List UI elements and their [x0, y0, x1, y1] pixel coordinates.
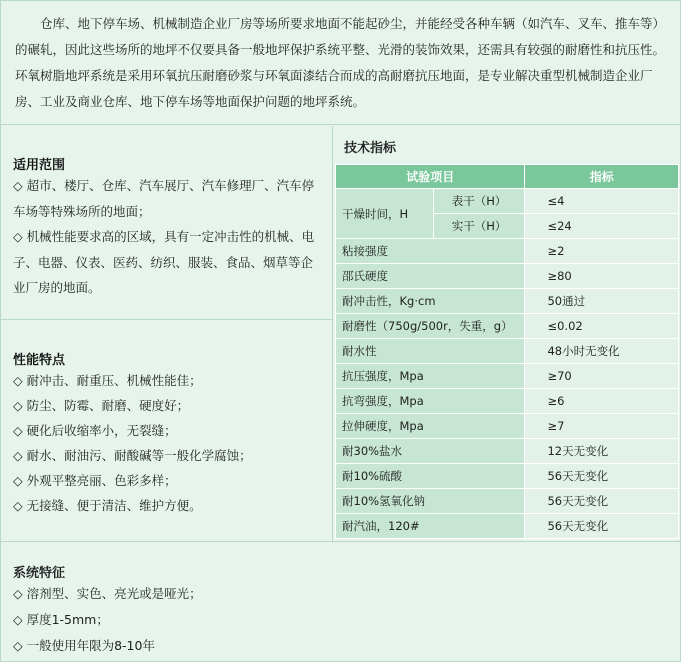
table-row — [336, 389, 679, 414]
system-item: ◇ 厚度1-5mm； — [13, 612, 109, 627]
table-row — [336, 289, 679, 314]
scope-item: ◇ 超市、楼厅、仓库、汽车展厅、汽车修理厂、汽车停车场等特殊场所的地面； — [13, 178, 315, 219]
table-row — [336, 414, 679, 439]
spec-value: ≥6 — [525, 389, 679, 414]
table-row — [336, 339, 679, 364]
spec-item: 耐冲击性，Kg·cm — [336, 289, 525, 314]
table-row — [336, 364, 679, 389]
spec-value: ≥7 — [525, 414, 679, 439]
system-item: ◇ 溶剂型、实色、亮光或是哑光； — [13, 586, 202, 601]
header-item: 试验项目 — [336, 165, 525, 189]
intro-section — [1, 1, 680, 125]
hard-dry-label: 实干（H） — [433, 214, 525, 239]
spec-value: 48小时无变化 — [525, 339, 679, 364]
spec-value: ≥2 — [525, 239, 679, 264]
system-title: 系统特征 — [13, 566, 66, 581]
feature-item: ◇ 防尘、防霉、耐磨、硬度好； — [13, 398, 190, 413]
drying-label: 干燥时间，H — [336, 189, 434, 239]
spec-item: 耐汽油，120# — [336, 514, 525, 539]
features-title: 性能特点 — [13, 353, 66, 368]
table-row — [336, 314, 679, 339]
feature-item: ◇ 耐冲击、耐重压、机械性能佳； — [13, 373, 202, 388]
spec-item: 抗压强度，Mpa — [336, 364, 525, 389]
specs-section — [334, 126, 680, 541]
feature-item: ◇ 硬化后收缩率小，无裂缝； — [13, 423, 177, 438]
specs-table — [335, 164, 679, 539]
table-row — [336, 239, 679, 264]
spec-item: 拉伸硬度，Mpa — [336, 414, 525, 439]
header-value: 指标 — [525, 165, 679, 189]
feature-item: ◇ 外观平整亮丽、色彩多样； — [13, 473, 177, 488]
spec-item: 邵氏硬度 — [336, 264, 525, 289]
features-section — [1, 321, 332, 541]
system-section — [1, 541, 680, 661]
system-item: ◇ 一般使用年限为8-10年 — [13, 638, 155, 653]
table-row — [336, 489, 679, 514]
table-row — [336, 464, 679, 489]
surface-dry-value: ≤4 — [525, 189, 679, 214]
spec-value: ≥80 — [525, 264, 679, 289]
scope-title: 适用范围 — [13, 158, 66, 173]
specs-header-row — [336, 165, 679, 189]
spec-item: 耐水性 — [336, 339, 525, 364]
spec-value: 56天无变化 — [525, 514, 679, 539]
left-column — [1, 126, 333, 541]
specs-title: 技术指标 — [344, 141, 397, 156]
spec-item: 耐10%硫酸 — [336, 464, 525, 489]
feature-item: ◇ 无接缝、便于清洁、维护方便。 — [13, 498, 202, 513]
spec-value: 12天无变化 — [525, 439, 679, 464]
spec-value: 50通过 — [525, 289, 679, 314]
scope-item: ◇ 机械性能要求高的区域，具有一定冲击性的机械、电子、电器、仪表、医药、纺织、服装、食品、烟草等企业厂房的地面。 — [13, 229, 315, 295]
scope-section — [1, 126, 332, 320]
intro-paragraph: 仓库、地下停车场、机械制造企业厂房等场所要求地面不能起砂尘，并能经受各种车辆（如汽车、叉车、推车等）的碾轧，因此这些场所的地坪不仅要具备一般地坪保护系统平整、光滑的装饰效果，还需具有较强的耐磨性和抗压性。环氧树脂地坪系统是采用环氧抗压耐磨砂浆与环氧面漆结合而成的高耐磨抗压地面，是专业解决重型机械制造企业厂房、工业及商业仓库、地下停车场等地面保护问题的地坪系统。 — [15, 16, 666, 109]
surface-dry-label: 表干（H） — [433, 189, 525, 214]
spec-value: ≤0.02 — [525, 314, 679, 339]
spec-item: 粘接强度 — [336, 239, 525, 264]
spec-value: ≥70 — [525, 364, 679, 389]
spec-item: 耐10%氢氧化钠 — [336, 489, 525, 514]
spec-item: 耐磨性（750g/500r，失重，g） — [336, 314, 525, 339]
table-row — [336, 189, 679, 214]
spec-value: 56天无变化 — [525, 489, 679, 514]
spec-value: 56天无变化 — [525, 464, 679, 489]
table-row — [336, 439, 679, 464]
spec-item: 抗弯强度，Mpa — [336, 389, 525, 414]
table-row — [336, 514, 679, 539]
spec-item: 耐30%盐水 — [336, 439, 525, 464]
table-row — [336, 264, 679, 289]
feature-item: ◇ 耐水、耐油污、耐酸碱等一般化学腐蚀； — [13, 448, 252, 463]
hard-dry-value: ≤24 — [525, 214, 679, 239]
